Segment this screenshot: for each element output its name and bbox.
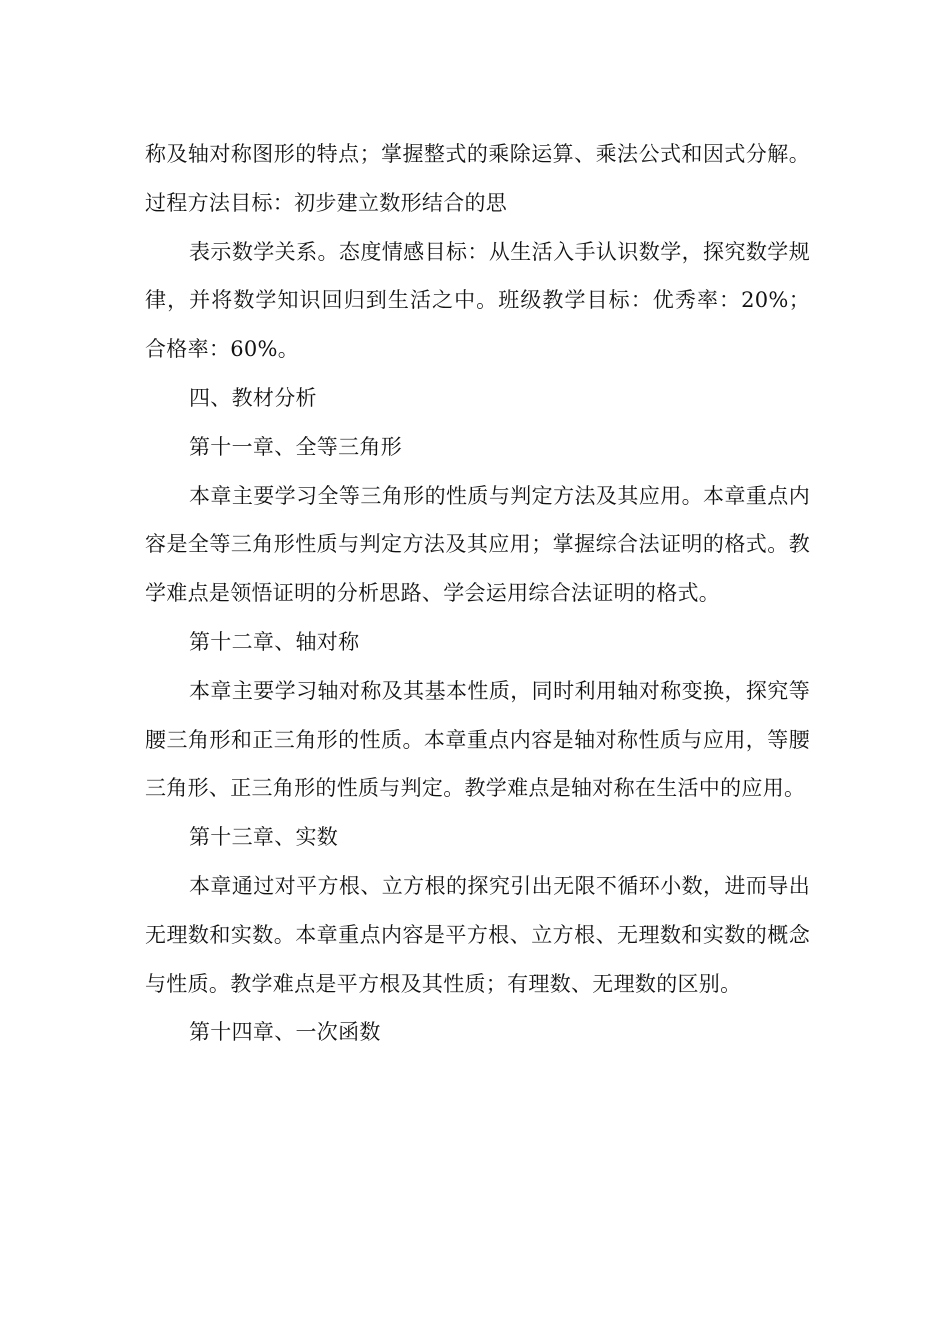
chapter-heading-13: 第十三章、实数 [189, 825, 339, 850]
paragraph-objectives-continued: 称及轴对称图形的特点；掌握整式的乘除运算、乘法公式和因式分解。过程方法目标：初步建立数形结合的思 [145, 142, 810, 215]
chapter-heading-11: 第十一章、全等三角形 [189, 434, 402, 459]
chapter-11-description: 本章主要学习全等三角形的性质与判定方法及其应用。本章重点内容是全等三角形性质与判定方法及其应用；掌握综合法证明的格式。教学难点是领悟证明的分析思路、学会运用综合法证明的格式。 [145, 483, 810, 606]
paragraph-objectives-attitude: 表示数学关系。态度情感目标：从生活入手认识数学，探究数学规律，并将数学知识回归到生活之中。班级教学目标：优秀率：20%；合格率：60%。 [145, 239, 810, 362]
chapter-heading-12: 第十二章、轴对称 [189, 629, 360, 654]
document-body [145, 130, 810, 1057]
section-heading-textbook-analysis: 四、教材分析 [189, 385, 317, 410]
chapter-heading-14: 第十四章、一次函数 [189, 1020, 381, 1045]
chapter-13-description: 本章通过对平方根、立方根的探究引出无限不循环小数，进而导出无理数和实数。本章重点内容是平方根、立方根、无理数和实数的概念与性质。教学难点是平方根及其性质；有理数、无理数的区别。 [145, 873, 810, 996]
chapter-12-description: 本章主要学习轴对称及其基本性质，同时利用轴对称变换，探究等腰三角形和正三角形的性质。本章重点内容是轴对称性质与应用，等腰三角形、正三角形的性质与判定。教学难点是轴对称在生活中的应用。 [145, 678, 810, 801]
